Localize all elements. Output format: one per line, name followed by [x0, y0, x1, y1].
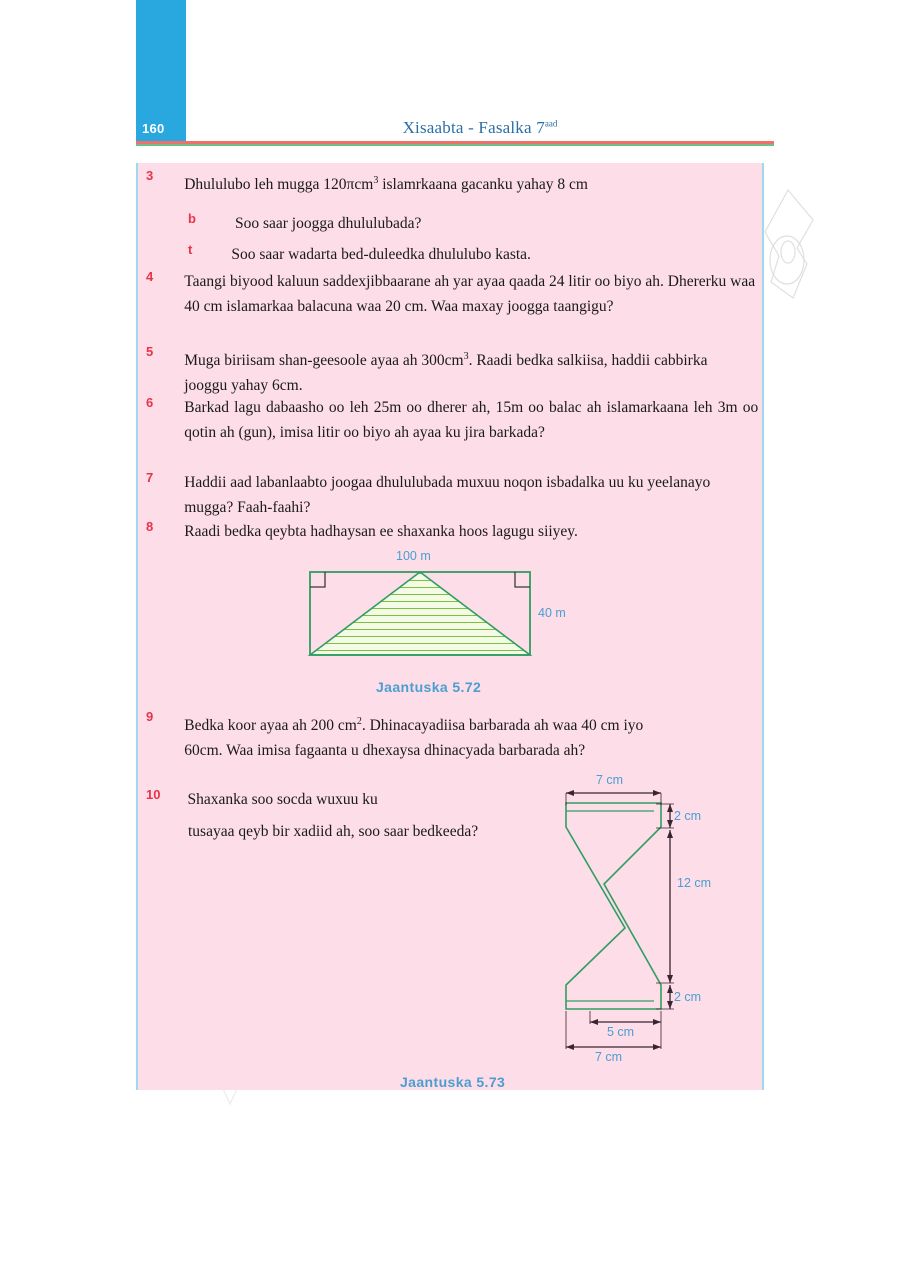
arrow-right-bottom-inner-icon [653, 1019, 661, 1025]
question-row [146, 519, 761, 544]
z-bar-outline [566, 803, 661, 1009]
question-row [146, 344, 761, 398]
question-row [146, 470, 761, 520]
figure-5-72-right-label: 40 m [538, 606, 566, 620]
arrow-up-upper-right-icon [667, 804, 673, 812]
question-text [184, 344, 749, 398]
arrow-down-lower-right-icon [667, 1001, 673, 1009]
question-row [146, 787, 566, 812]
question-text-superscript: 2 [356, 716, 362, 727]
question-text: Shaxanka soo socda wuxuu ku [187, 791, 378, 808]
header-rule-green [136, 144, 774, 146]
figure-5-72-caption: Jaantuska 5.72 [376, 679, 482, 695]
question-row [146, 168, 756, 197]
question-number: 8 [146, 519, 154, 534]
question-text-superscript: 3 [373, 175, 379, 186]
question-number: 7 [146, 470, 154, 485]
question-subitem-text: Soo saar joogga dhululubada? [234, 215, 422, 232]
question-text-part: Dhululubo leh mugga 120πcm [184, 176, 374, 194]
question-number: 6 [146, 395, 154, 410]
figure-5-73-upper-right-label: 2 cm [674, 809, 702, 823]
arrow-left-bottom-inner-icon [590, 1019, 598, 1025]
question-subitem-row [188, 242, 748, 267]
question-number: 10 [146, 787, 161, 802]
question-subitem-row [188, 211, 748, 236]
question-text-part: Bedka koor ayaa ah 200 cm [184, 717, 357, 735]
question-text: Barkad lagu dabaasho oo leh 25m oo dherer ah, 15m oo balac ah islamarkaana leh 3m oo qotin ah (gun), imisa litir oo biyo ah ayaa ku jira barkada? [184, 399, 759, 441]
question-text-part: Muga biriisam shan-geesoole ayaa ah 300cm [184, 352, 464, 370]
right-angle-mark-left-icon [310, 572, 325, 587]
figure-5-73-middle-right-label: 12 cm [677, 876, 712, 890]
inscribed-triangle [310, 572, 530, 655]
page-number: 160 [142, 121, 165, 136]
figure-5-73-bottom-inner-label: 5 cm [607, 1025, 635, 1039]
question-number: 4 [146, 269, 154, 284]
arrow-up-lower-right-icon [667, 985, 673, 993]
figure-5-73-top-label: 7 cm [596, 773, 624, 787]
page-title-superscript: aad [544, 118, 558, 129]
question-text [184, 709, 646, 763]
arrow-right-top-icon [653, 790, 661, 796]
decorative-watermark-icon [757, 186, 819, 306]
arrow-down-middle-right-icon [667, 975, 673, 983]
page-title-text: Xisaabta - Fasalka 7 [402, 118, 545, 137]
question-subitem-text: Soo saar wadarta bed-duleedka dhululubo kasta. [231, 246, 531, 263]
question-text-continued: tusayaa qeyb bir xadiid ah, soo saar bedkeeda? [188, 823, 479, 840]
arrow-left-top-icon [566, 790, 574, 796]
arrow-down-upper-right-icon [667, 820, 673, 828]
question-text-superscript: 3 [463, 351, 469, 362]
arrow-up-middle-right-icon [667, 830, 673, 838]
question-text: Haddii aad labanlaabto joogaa dhululubada muxuu noqon isbadalka uu ku yeelanayo mugga? Faah-faahi? [184, 474, 711, 516]
question-row [146, 395, 761, 445]
right-angle-mark-right-icon [515, 572, 530, 587]
question-row [146, 709, 646, 763]
arrow-left-bottom-outer-icon [566, 1044, 574, 1050]
question-subitem-label: b [188, 211, 196, 226]
question-row [146, 269, 761, 319]
question-text-part: islamrkaana gacanku yahay 8 cm [378, 176, 588, 194]
figure-5-73-caption: Jaantuska 5.73 [400, 1074, 506, 1090]
question-number: 5 [146, 344, 154, 359]
figure-5-72 [296, 549, 586, 676]
question-text: Taangi biyood kaluun saddexjibbaarane ah yar ayaa qaada 24 litir oo biyo ah. Dhererku waa 40 cm islamarkaa balacuna waa 20 cm. Waa maxay joogga taangigu? [184, 273, 756, 315]
figure-5-73-bottom-outer-label: 7 cm [595, 1050, 623, 1064]
question-number: 3 [146, 168, 154, 183]
question-text-part: . Raadi bedka salkiisa, haddii cabbirka jooggu yahay 6cm. [184, 352, 708, 395]
question-text: Raadi bedka qeybta hadhaysan ee shaxanka hoos lagugu siiyey. [184, 523, 578, 540]
figure-5-73-lower-right-label: 2 cm [674, 990, 702, 1004]
figure-5-73 [548, 773, 748, 1070]
figure-5-73-drawing [548, 778, 748, 1070]
figure-5-72-top-label: 100 m [396, 549, 431, 563]
question-text-part: . Dhinacayadiisa barbarada ah waa 40 cm iyo 60cm. Waa imisa fagaanta u dhexaysa dhinacyada barbarada ah? [184, 717, 644, 760]
arrow-right-bottom-outer-icon [653, 1044, 661, 1050]
question-number: 9 [146, 709, 154, 724]
question-text [184, 168, 588, 197]
question-subitem-label: t [188, 242, 193, 257]
page-title [186, 118, 774, 138]
